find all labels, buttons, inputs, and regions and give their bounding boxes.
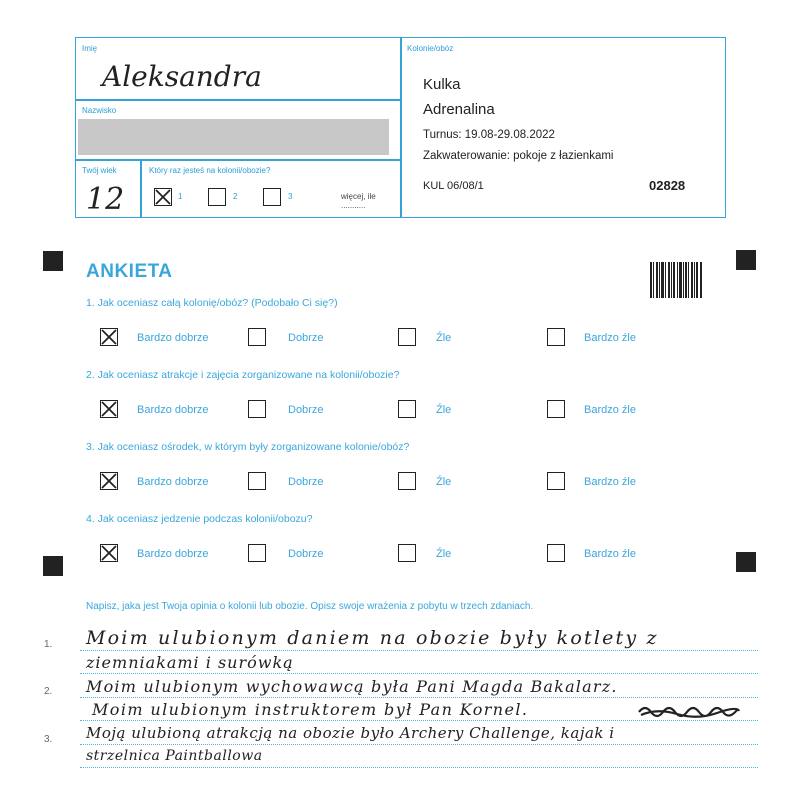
q1-bardzo-zle-label: Bardzo źle (584, 332, 636, 344)
q2-zle-checkbox[interactable] (398, 400, 416, 418)
q3-zle-label: Źle (436, 476, 452, 488)
q3-bardzo-dobrze-label: Bardzo dobrze (137, 476, 209, 488)
question-4-text: 4. Jak oceniasz jedzenie podczas kolonii/obozu? (86, 513, 313, 525)
writing-line-4 (80, 720, 758, 721)
writing-line-3 (80, 697, 758, 698)
q4-zle-label: Źle (436, 548, 452, 560)
q4-dobrze-checkbox[interactable] (248, 544, 266, 562)
visit-1-label: 1 (178, 192, 183, 201)
q2-zle-label: Źle (436, 404, 452, 416)
camp-field (400, 37, 726, 218)
visit-3-checkbox[interactable] (263, 188, 281, 206)
q2-bardzo-dobrze-checkbox[interactable] (100, 400, 118, 418)
survey-title: ANKIETA (86, 261, 173, 282)
opinion-number-1: 1. (44, 639, 53, 650)
q3-dobrze-checkbox[interactable] (248, 472, 266, 490)
opinion-prompt: Napisz, jaka jest Twoja opinia o kolonii lub obozie. Opisz swoje wrażenia z pobytu w trzech zdaniach. (86, 601, 534, 612)
visit-2-checkbox[interactable] (208, 188, 226, 206)
q3-bardzo-zle-checkbox[interactable] (547, 472, 565, 490)
q1-dobrze-label: Dobrze (288, 332, 324, 344)
surname-label: Nazwisko (82, 106, 117, 115)
registration-marker-bottom-right (736, 552, 756, 572)
name-value: Aleksandra (102, 60, 262, 93)
q3-zle-checkbox[interactable] (398, 472, 416, 490)
q2-bardzo-dobrze-label: Bardzo dobrze (137, 404, 209, 416)
writing-line-1 (80, 650, 758, 651)
surname-redaction (78, 119, 389, 155)
q2-bardzo-zle-checkbox[interactable] (547, 400, 565, 418)
q2-dobrze-label: Dobrze (288, 404, 324, 416)
visit-2-label: 2 (233, 192, 238, 201)
question-3-text: 3. Jak oceniasz ośrodek, w którym były zorganizowane kolonie/obóz? (86, 441, 410, 453)
visit-count-field (140, 159, 402, 218)
visit-1-checkbox[interactable] (154, 188, 172, 206)
camp-label: Kolonie/obóz (407, 44, 454, 53)
registration-marker-bottom-left (43, 556, 63, 576)
q4-zle-checkbox[interactable] (398, 544, 416, 562)
writing-line-2 (80, 673, 758, 674)
opinion-line-3: Moim ulubionym wychowawcą była Pani Magda Bakalarz. (86, 677, 618, 696)
q1-bardzo-zle-checkbox[interactable] (547, 328, 565, 346)
q2-bardzo-zle-label: Bardzo źle (584, 404, 636, 416)
q3-dobrze-label: Dobrze (288, 476, 324, 488)
camp-turnus: Turnus: 19.08-29.08.2022 (423, 129, 555, 141)
q1-zle-checkbox[interactable] (398, 328, 416, 346)
visit-more-label: więcej, ile ........... (341, 192, 376, 210)
q4-bardzo-dobrze-label: Bardzo dobrze (137, 548, 209, 560)
camp-accommodation: Zakwaterowanie: pokoje z łazienkami (423, 150, 614, 162)
q4-bardzo-dobrze-checkbox[interactable] (100, 544, 118, 562)
camp-name-1: Kulka (423, 76, 461, 93)
writing-line-6 (80, 767, 758, 768)
scribble-strikeout (637, 702, 741, 720)
opinion-line-1: Moim ulubionym daniem na obozie były kotlety z (86, 627, 659, 649)
q1-bardzo-dobrze-label: Bardzo dobrze (137, 332, 209, 344)
camp-code: KUL 06/08/1 (423, 180, 484, 192)
visit-count-label: Który raz jesteś na kolonii/obozie? (149, 166, 271, 175)
visit-3-label: 3 (288, 192, 293, 201)
q1-bardzo-dobrze-checkbox[interactable] (100, 328, 118, 346)
question-2-text: 2. Jak oceniasz atrakcje i zajęcia zorganizowane na kolonii/obozie? (86, 369, 400, 381)
writing-line-5 (80, 744, 758, 745)
q4-bardzo-zle-label: Bardzo źle (584, 548, 636, 560)
q4-bardzo-zle-checkbox[interactable] (547, 544, 565, 562)
age-field[interactable] (75, 159, 142, 218)
registration-marker-top-left (43, 251, 63, 271)
name-label: Imię (82, 44, 98, 53)
q2-dobrze-checkbox[interactable] (248, 400, 266, 418)
question-1-text: 1. Jak oceniasz całą kolonię/obóz? (Podobało Ci się?) (86, 297, 338, 309)
q3-bardzo-zle-label: Bardzo źle (584, 476, 636, 488)
opinion-line-2: ziemniakami i surówką (86, 653, 294, 672)
opinion-line-4: Moim ulubionym instruktorem był Pan Kornel. (92, 700, 529, 719)
age-label: Twój wiek (82, 166, 117, 175)
opinion-number-3: 3. (44, 734, 53, 745)
surname-field[interactable] (75, 99, 402, 161)
barcode (650, 262, 702, 298)
camp-number: 02828 (649, 178, 686, 193)
opinion-number-2: 2. (44, 686, 53, 697)
opinion-line-6: strzelnica Paintballowa (86, 748, 263, 764)
q4-dobrze-label: Dobrze (288, 548, 324, 560)
name-field[interactable] (75, 37, 402, 101)
registration-marker-top-right (736, 250, 756, 270)
camp-name-2: Adrenalina (423, 101, 495, 118)
age-value: 12 (86, 182, 125, 217)
q1-dobrze-checkbox[interactable] (248, 328, 266, 346)
q1-zle-label: Źle (436, 332, 452, 344)
opinion-line-5: Moją ulubioną atrakcją na obozie było Archery Challenge, kajak i (86, 724, 615, 742)
q3-bardzo-dobrze-checkbox[interactable] (100, 472, 118, 490)
